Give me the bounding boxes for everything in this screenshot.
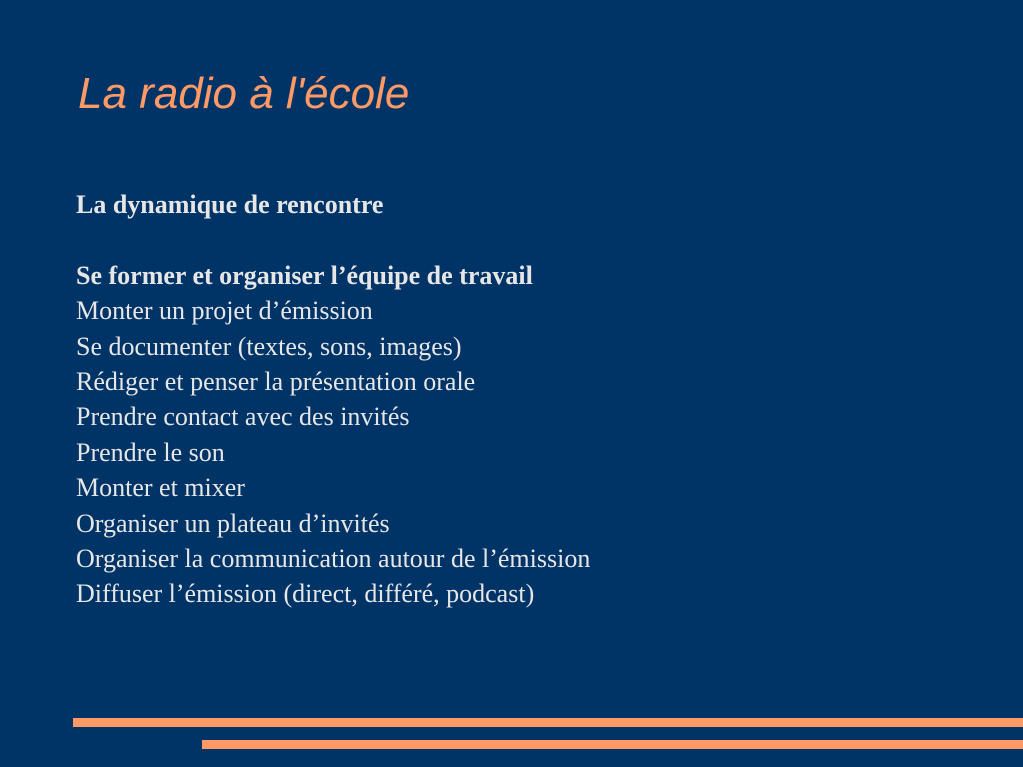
list-item: Prendre le son <box>76 437 225 467</box>
blank-line <box>76 222 996 257</box>
slide-subtitle: La dynamique de rencontre <box>76 190 384 219</box>
list-item: Rédiger et penser la présentation orale <box>76 367 476 397</box>
slide-title: La radio à l'école <box>78 69 410 118</box>
decorative-bar-top <box>73 718 1023 727</box>
list-item: Organiser un plateau d’invités <box>76 508 390 538</box>
list-item: Se documenter (textes, sons, images) <box>76 331 462 361</box>
slide-content <box>76 187 996 612</box>
list-item: Prendre contact avec des invités <box>76 402 410 432</box>
section-heading: Se former et organiser l’équipe de travail <box>76 260 533 290</box>
list-item: Monter un projet d’émission <box>76 296 373 326</box>
list-item: Organiser la communication autour de l’émission <box>76 544 591 574</box>
decorative-bar-bottom <box>202 740 1023 749</box>
list-item: Monter et mixer <box>76 473 245 503</box>
list-item: Diffuser l’émission (direct, différé, podcast) <box>76 579 535 609</box>
